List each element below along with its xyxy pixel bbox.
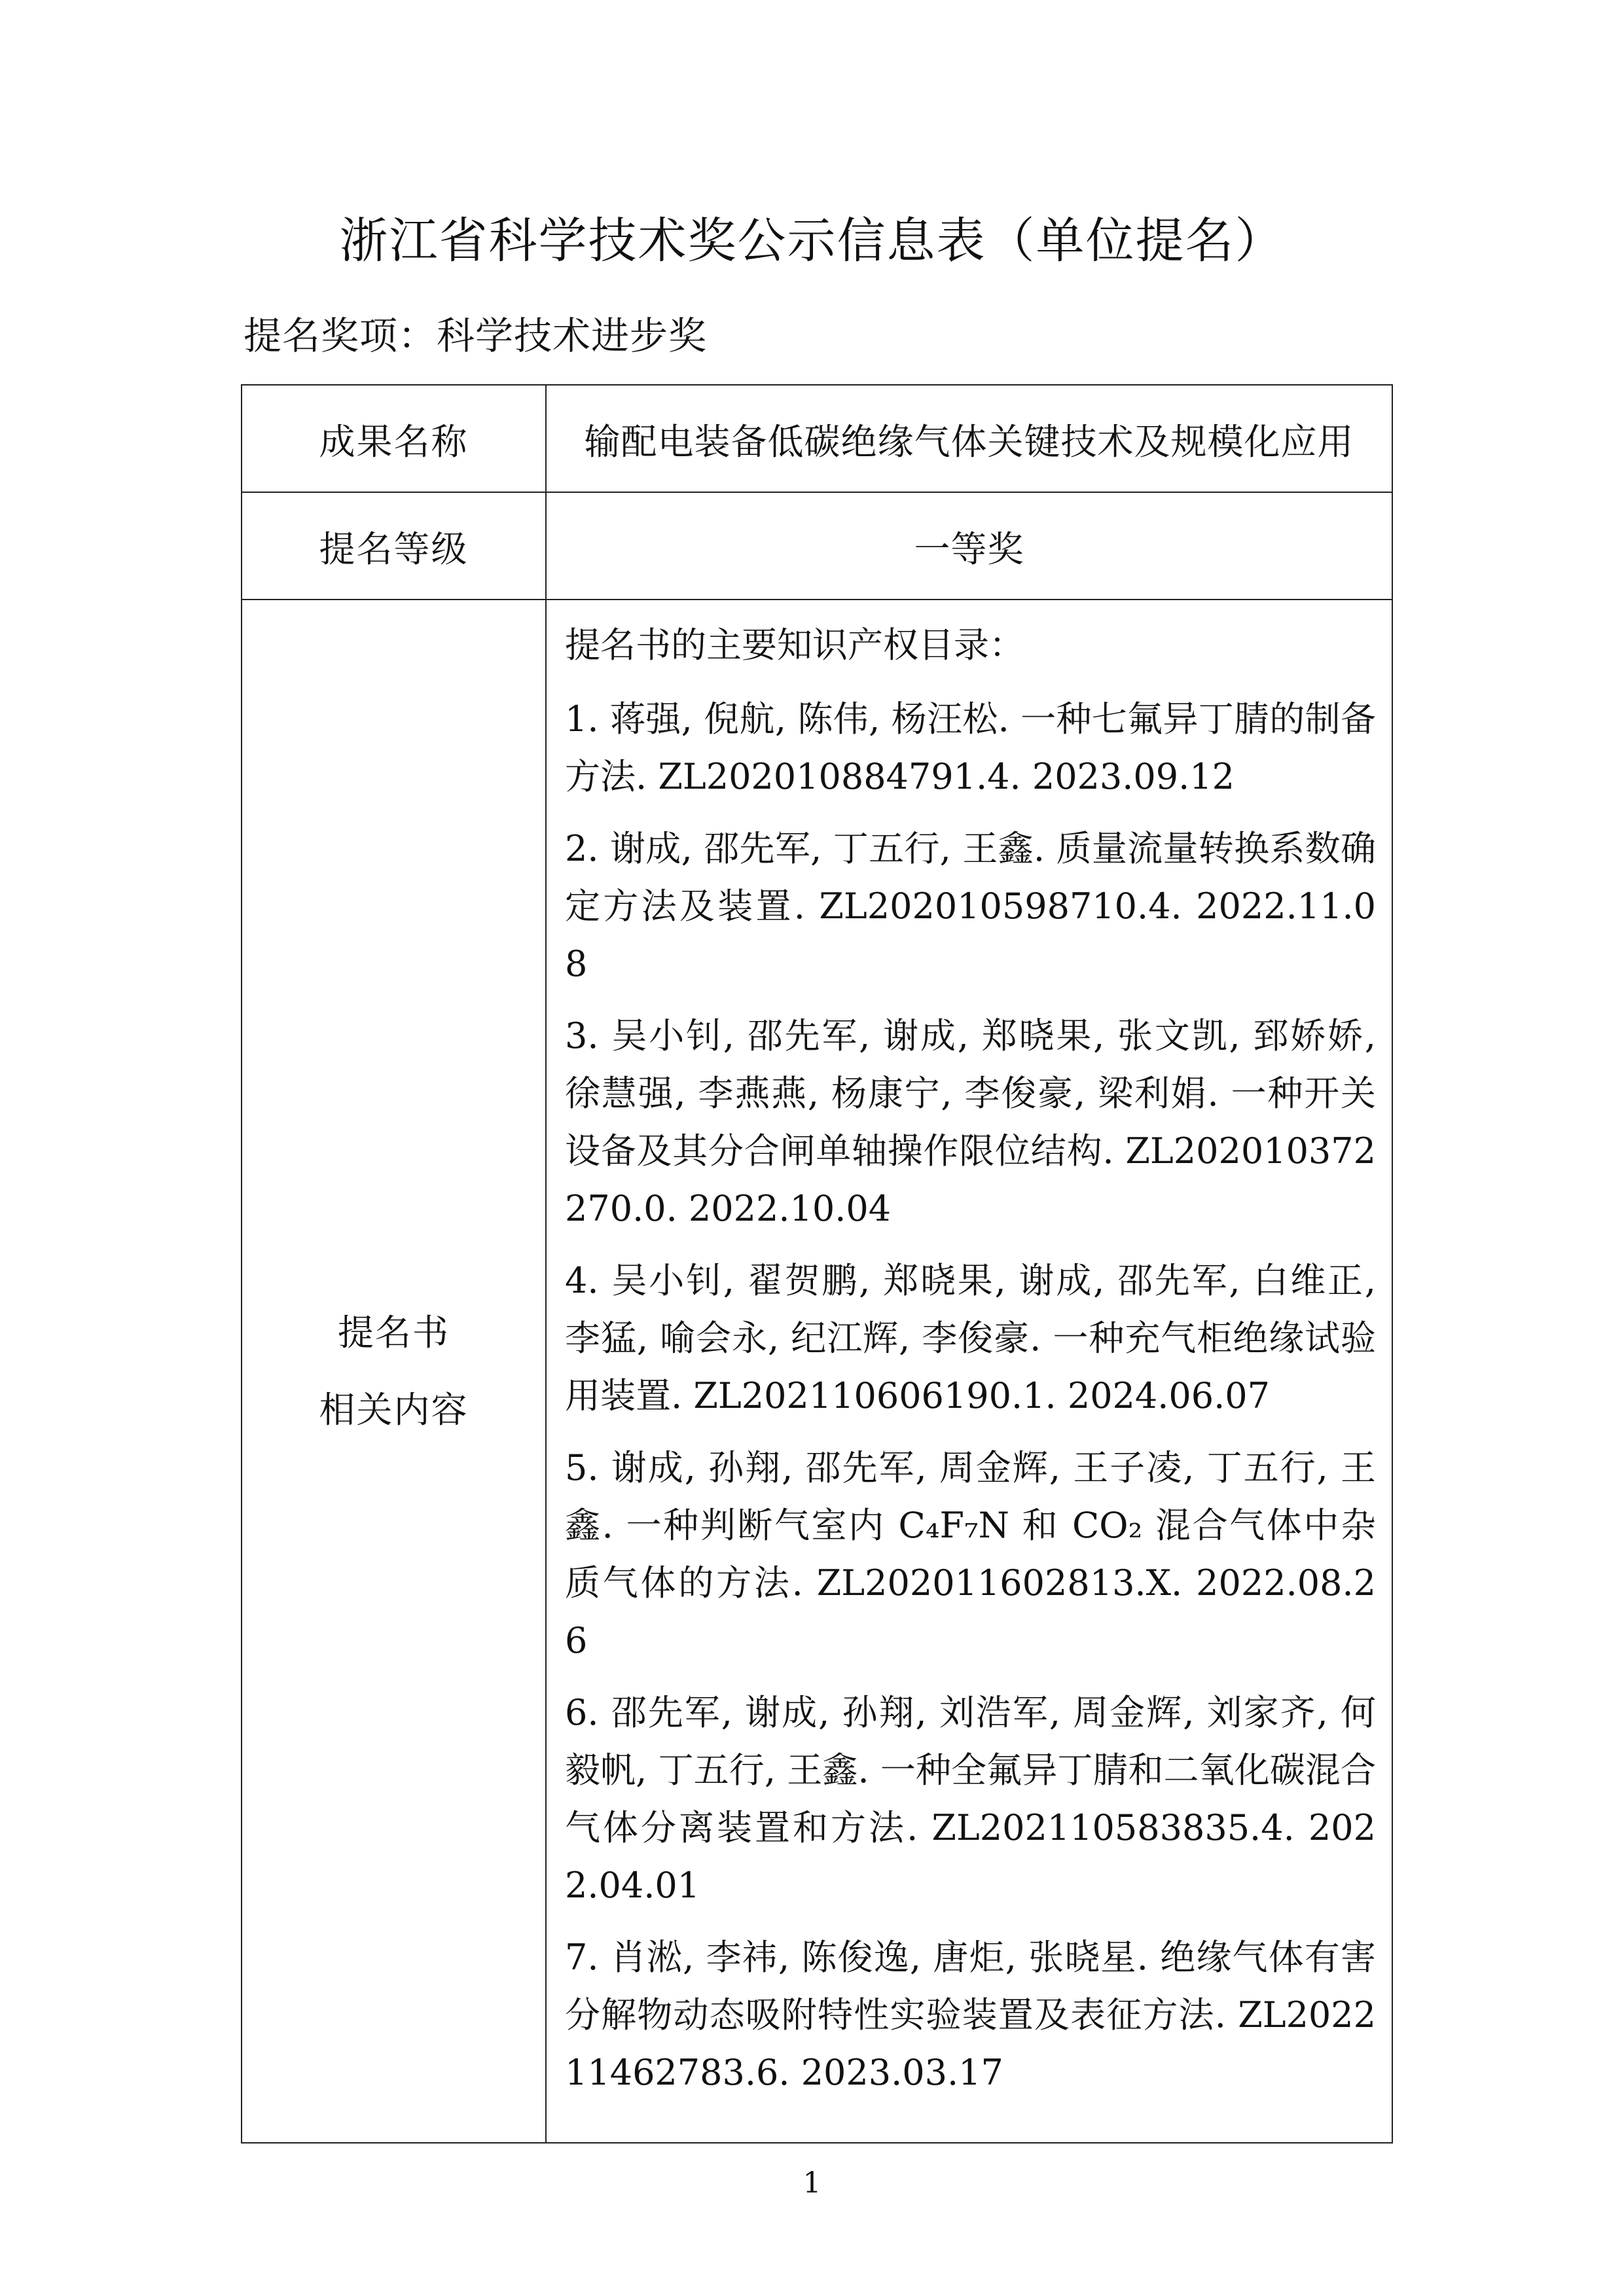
nomination-content-label-line1: 提名书 [337,1312,450,1354]
nomination-level-value: 一等奖 [546,492,1392,600]
ip-list-heading: 提名书的主要知识产权目录： [565,624,1024,666]
achievement-name-value: 输配电装备低碳绝缘气体关键技术及规模化应用 [546,385,1392,492]
document-title: 浙江省科学技术奖公示信息表（单位提名） [339,213,1285,269]
info-table [241,384,1393,2144]
nomination-level-label: 提名等级 [242,492,546,600]
award-category: 提名奖项：科学技术进步奖 [244,314,708,358]
nomination-content-label [242,600,546,2143]
ip-list-item: 6. 邵先军, 谢成, 孙翔, 刘浩军, 周金辉, 刘家齐, 何毅帆, 丁五行, 王鑫. 一种全氟异丁腈和二氧化碳混合气体分离装置和方法. ZL202110583835.4. 2022.04.01 [565,1692,1376,1906]
ip-list-item: 3. 吴小钊, 邵先军, 谢成, 郑晓果, 张文凯, 郅娇娇, 徐慧强, 李燕燕, 杨康宁, 李俊豪, 梁利娟. 一种开关设备及其分合闸单轴操作限位结构. ZL202010372270.0. 2022.10.04 [565,1015,1376,1229]
page-number: 1 [803,2166,821,2200]
ip-list-item: 5. 谢成, 孙翔, 邵先军, 周金辉, 王子凌, 丁五行, 王鑫. 一种判断气室内 C₄F₇N 和 CO₂ 混合气体中杂质气体的方法. ZL202011602813.X. 2022.08.26 [565,1447,1376,1661]
table-row-nomination-level [242,492,1392,600]
nomination-content-cell [546,600,1392,2143]
ip-list-item: 2. 谢成, 邵先军, 丁五行, 王鑫. 质量流量转换系数确定方法及装置. ZL202010598710.4. 2022.11.08 [565,828,1376,984]
ip-list-item: 1. 蒋强, 倪航, 陈伟, 杨汪松. 一种七氟异丁腈的制备方法. ZL202010884791.4. 2023.09.12 [565,698,1376,797]
nomination-content-label-line2: 相关内容 [319,1389,469,1431]
ip-list-item: 7. 肖淞, 李祎, 陈俊逸, 唐炬, 张晓星. 绝缘气体有害分解物动态吸附特性实验装置及表征方法. ZL202211462783.6. 2023.03.17 [565,1937,1376,2093]
achievement-name-label: 成果名称 [242,385,546,492]
ip-list-item: 4. 吴小钊, 翟贺鹏, 郑晓果, 谢成, 邵先军, 白维正, 李猛, 喻会永, 纪江辉, 李俊豪. 一种充气柜绝缘试验用装置. ZL202110606190.1. 2024.06.07 [565,1260,1376,1416]
table-row-nomination-content [242,600,1392,2143]
table-row-achievement-name [242,385,1392,492]
